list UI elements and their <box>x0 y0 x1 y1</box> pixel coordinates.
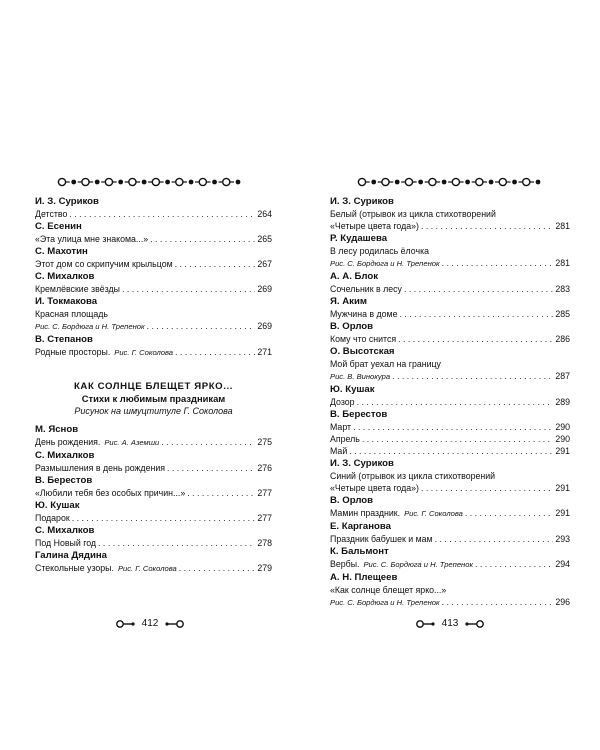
dot-leader <box>399 308 553 320</box>
toc-title: «Четыре цвета года») <box>330 483 419 493</box>
toc-title-line: Красная площадь <box>35 309 108 319</box>
toc-illustrator: Рис. В. Винокура <box>330 372 391 381</box>
toc-entry <box>330 433 570 445</box>
toc-entry <box>35 462 272 474</box>
toc-page-number: 269 <box>257 284 272 294</box>
toc-title: Апрель <box>330 434 360 444</box>
dot-leader <box>465 507 553 519</box>
toc-author: Е. Карганова <box>330 521 391 532</box>
toc-entry <box>330 370 570 383</box>
toc-entry <box>330 558 570 571</box>
toc-entry <box>330 482 570 494</box>
toc-list-left-2 <box>35 424 272 575</box>
page-number-text: 412 <box>141 618 159 629</box>
toc-page-number: 264 <box>257 209 272 219</box>
toc-page-number: 277 <box>257 488 272 498</box>
dot-leader <box>421 220 553 232</box>
folio-ornament-icon <box>115 619 137 629</box>
toc-page-number: 276 <box>257 463 272 473</box>
toc-title: Этот дом со скрипучим крыльцом <box>35 259 173 269</box>
toc-title: Стекольные узоры. <box>35 563 114 573</box>
toc-page-number: 265 <box>257 234 272 244</box>
toc-right <box>330 195 570 609</box>
toc-title: Размышления в день рождения <box>35 463 165 473</box>
toc-entry <box>330 308 570 320</box>
toc-page-number: 277 <box>257 513 272 523</box>
toc-title: Под Новый год <box>35 538 97 548</box>
section-title: КАК СОЛНЦЕ БЛЕЩЕТ ЯРКО... <box>73 381 234 392</box>
toc-author: Я. Аким <box>330 296 367 307</box>
toc-page-number: 291 <box>555 483 570 493</box>
ornament-divider-left <box>0 176 300 188</box>
dot-leader <box>175 258 256 270</box>
page-number-text: 413 <box>441 618 459 629</box>
toc-illustrator: Рис. Г. Соколова <box>404 509 463 518</box>
toc-title: Мамин праздник. <box>330 508 401 518</box>
folio-ornament-icon <box>463 619 485 629</box>
toc-author: К. Бальмонт <box>330 546 389 557</box>
toc-entry <box>330 421 570 433</box>
toc-title-line: В лесу родилась ёлочка <box>330 246 430 256</box>
toc-entry <box>35 258 272 270</box>
toc-author: А. Н. Плещеев <box>330 572 398 583</box>
toc-entry <box>330 283 570 295</box>
toc-entry <box>35 562 272 575</box>
toc-title-line: «Как солнце блещет ярко...» <box>330 585 447 595</box>
toc-author: В. Степанов <box>35 334 93 345</box>
dot-leader <box>179 562 256 574</box>
ornament-divider-right <box>300 176 600 188</box>
toc-author: С. Михалков <box>35 450 95 461</box>
toc-author: И. З. Суриков <box>330 196 394 207</box>
toc-entry <box>35 208 272 220</box>
toc-page-number: 290 <box>555 434 570 444</box>
right-page <box>300 0 600 750</box>
toc-page-number: 290 <box>555 422 570 432</box>
toc-illustrator: Рис. Г. Соколова <box>117 564 177 573</box>
toc-entry <box>35 320 272 333</box>
toc-page-number: 291 <box>555 446 570 456</box>
toc-list-left-1 <box>35 196 272 359</box>
toc-illustrator: Рис. С. Бордюга и Н. Трепенок <box>363 560 474 569</box>
toc-title: Кому что снится <box>330 334 397 344</box>
toc-title: Детство <box>35 209 68 219</box>
toc-entry <box>35 537 272 549</box>
dot-leader <box>475 558 553 570</box>
toc-entry <box>330 533 570 545</box>
toc-entry <box>35 346 272 359</box>
toc-author: В. Орлов <box>330 495 374 506</box>
toc-author: В. Берестов <box>330 409 388 420</box>
dot-leader <box>421 482 553 494</box>
dot-leader <box>147 320 256 332</box>
toc-author: В. Орлов <box>330 321 374 332</box>
toc-author: А. А. Блок <box>330 271 379 282</box>
toc-author: М. Яснов <box>35 424 79 435</box>
toc-entry <box>35 512 272 524</box>
toc-list-right <box>330 196 570 609</box>
toc-author: Р. Кудашева <box>330 233 388 244</box>
toc-title: Март <box>330 422 352 432</box>
toc-page-number: 281 <box>555 221 570 231</box>
dot-leader <box>398 333 553 345</box>
toc-entry <box>35 233 272 245</box>
toc-page-number: 291 <box>555 508 570 518</box>
folio-ornament-icon <box>163 619 185 629</box>
toc-title: Праздник бабушек и мам <box>330 534 433 544</box>
toc-title: Вербы. <box>330 559 360 569</box>
dot-leader <box>392 370 553 382</box>
toc-left <box>35 195 272 575</box>
toc-title: Май <box>330 446 348 456</box>
toc-author: В. Берестов <box>35 475 93 486</box>
folio-ornament-icon <box>415 619 437 629</box>
toc-author: О. Высотская <box>330 346 395 357</box>
page-number-left <box>0 618 300 629</box>
toc-illustrator: Рис. С. Бордюга и Н. Трепенок <box>330 259 440 268</box>
toc-page-number: 289 <box>555 397 570 407</box>
toc-author: С. Махотин <box>35 246 88 257</box>
toc-title: «Четыре цвета года») <box>330 221 419 231</box>
toc-title: «Эта улица мне знакома...» <box>35 234 149 244</box>
toc-author: И. Токмакова <box>35 296 98 307</box>
toc-entry <box>330 596 570 609</box>
toc-entry <box>330 333 570 345</box>
toc-page-number: 275 <box>257 437 272 447</box>
toc-entry <box>330 445 570 457</box>
toc-illustrator: Рис. Г. Соколова <box>114 348 174 357</box>
toc-title: Подарок <box>35 513 70 523</box>
toc-entry <box>330 220 570 232</box>
toc-entry <box>35 436 272 449</box>
toc-page-number: 285 <box>555 309 570 319</box>
toc-illustrator: Рис. С. Бордюга и Н. Трепенок <box>35 322 145 331</box>
dot-leader <box>98 537 255 549</box>
dot-leader <box>435 533 554 545</box>
dot-leader <box>122 283 255 295</box>
toc-page-number: 293 <box>555 534 570 544</box>
dot-leader <box>442 257 554 269</box>
toc-page-number: 281 <box>555 258 570 268</box>
dot-leader <box>72 512 256 524</box>
toc-author: Ю. Кушак <box>35 500 80 511</box>
toc-title: Дозор <box>330 397 355 407</box>
toc-page-number: 286 <box>555 334 570 344</box>
toc-author: С. Михалков <box>35 525 95 536</box>
section-header <box>35 381 272 418</box>
toc-title: День рождения. <box>35 437 101 447</box>
toc-page-number: 267 <box>257 259 272 269</box>
dot-leader <box>167 462 255 474</box>
toc-author: Галина Дядина <box>35 550 107 561</box>
toc-entry <box>330 396 570 408</box>
toc-author: С. Михалков <box>35 271 95 282</box>
toc-page-number: 278 <box>257 538 272 548</box>
section-note: Рисунок на шмуцтитуле Г. Соколова <box>74 406 233 416</box>
toc-title-line: Мой брат уехал на границу <box>330 359 441 369</box>
toc-page-number: 269 <box>257 321 272 331</box>
toc-title: Кремлёвские звёзды <box>35 284 120 294</box>
dot-leader <box>175 346 255 358</box>
toc-entry <box>330 257 570 270</box>
dot-leader <box>442 596 554 608</box>
dot-leader <box>187 487 255 499</box>
section-subtitle: Стихи к любимым праздникам <box>81 393 226 404</box>
toc-author: С. Есенин <box>35 221 82 232</box>
toc-illustrator: Рис. С. Бордюга и Н. Трепенок <box>330 598 440 607</box>
toc-title: Родные просторы. <box>35 347 111 357</box>
toc-author: Ю. Кушак <box>330 384 375 395</box>
toc-title: Сочельник в лесу <box>330 284 402 294</box>
toc-title: Мужчина в доме <box>330 309 398 319</box>
toc-page-number: 294 <box>555 559 570 569</box>
dot-leader <box>349 445 553 457</box>
toc-page-number: 296 <box>555 597 570 607</box>
toc-page-number: 287 <box>555 371 570 381</box>
toc-author: И. З. Суриков <box>330 458 394 469</box>
dot-leader <box>69 208 255 220</box>
toc-page-number: 271 <box>257 347 272 357</box>
toc-title-line: Синий (отрывок из цикла стихотворений <box>330 471 496 481</box>
toc-illustrator: Рис. А. Аземши <box>104 438 160 447</box>
page-number-right <box>300 618 600 629</box>
toc-entry <box>35 283 272 295</box>
dot-leader <box>353 421 553 433</box>
toc-title-line: Белый (отрывок из цикла стихотворений <box>330 209 496 219</box>
dot-leader <box>404 283 553 295</box>
dot-leader <box>362 433 553 445</box>
toc-author: И. З. Суриков <box>35 196 99 207</box>
toc-page-number: 279 <box>257 563 272 573</box>
toc-page-number: 283 <box>555 284 570 294</box>
dot-leader <box>357 396 554 408</box>
toc-entry <box>35 487 272 499</box>
dot-leader <box>150 233 255 245</box>
dot-leader <box>161 436 255 448</box>
toc-title: «Любили тебя без особых причин...» <box>35 488 186 498</box>
toc-entry <box>330 507 570 520</box>
